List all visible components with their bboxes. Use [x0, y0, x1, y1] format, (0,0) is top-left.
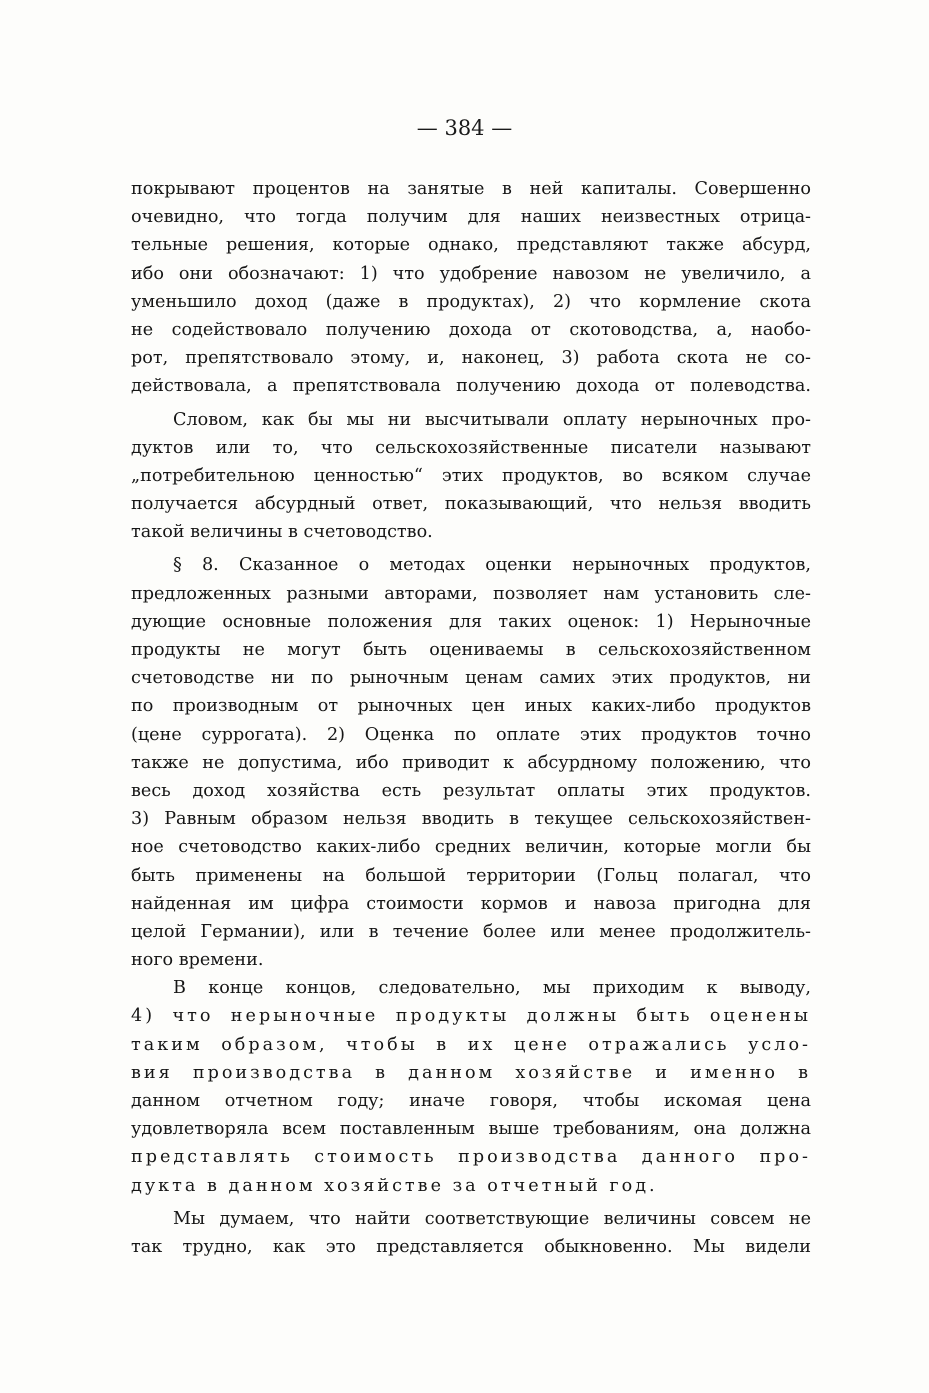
- text-line-emphasis: вия производства в данном хозяйстве и именно в: [131, 1062, 811, 1083]
- text-line-emphasis: 4) что нерыночные продукты должны быть оценены: [131, 1006, 811, 1027]
- text-line: § 8. Сказанное о методах оценки нерыночных продуктов,: [173, 555, 811, 576]
- text-line: (цене суррогата). 2) Оценка по оплате этих продуктов точно: [131, 724, 811, 745]
- text-line: рот, препятствовало этому, и, наконец, 3) работа скота не со-: [131, 348, 811, 369]
- text-line: весь доход хозяйства есть результат оплаты этих продуктов.: [131, 780, 811, 801]
- text-line: так трудно, как это представляется обыкновенно. Мы видели: [131, 1236, 811, 1257]
- text-line: „потребительною ценностью“ этих продуктов, во всяком случае: [131, 465, 811, 486]
- text-line: ное счетоводство каких-либо средних величин, которые могли бы: [131, 837, 811, 858]
- text-line: по производным от рыночных цен иных каких-либо продуктов: [131, 696, 811, 717]
- paragraph-3: [131, 551, 811, 974]
- text-line: предложенных разными авторами, позволяет нам установить сле-: [131, 583, 811, 604]
- text-line: Словом, как бы мы ни высчитывали оплату нерыночных про-: [173, 409, 811, 430]
- text-line: В конце концов, следовательно, мы приходим к выводу,: [173, 978, 811, 999]
- text-line-emphasis: представлять стоимость производства данного про-: [131, 1147, 811, 1168]
- text-line: очевидно, что тогда получим для наших неизвестных отрица-: [131, 207, 811, 228]
- text-line: тельные решения, которые однако, представляют также абсурд,: [131, 235, 811, 256]
- text-line-emphasis: таким образом, чтобы в их цене отражались усло-: [131, 1034, 811, 1055]
- page-number: — 384 —: [416, 116, 513, 140]
- text-line: найденная им цифра стоимости кормов и навоза пригодна для: [131, 893, 811, 914]
- text-line: Мы думаем, что найти соответствующие величины совсем не: [173, 1208, 811, 1229]
- text-line: такой величины в счетоводство.: [131, 522, 433, 543]
- text-line: продукты не могут быть оцениваемы в сельскохозяйственном: [131, 640, 811, 660]
- text-line: уменьшило доход (даже в продуктах), 2) что кормление скота: [131, 291, 811, 312]
- text-line: данном отчетном году; иначе говоря, чтобы искомая цена: [131, 1091, 811, 1111]
- body-text: [131, 175, 811, 1261]
- text-line: быть применены на большой территории (Гольц полагал, что: [131, 865, 811, 886]
- text-line: также не допустима, ибо приводит к абсурдному положению, что: [131, 752, 811, 773]
- paragraph-1: [131, 175, 811, 401]
- text-line: дуктов или то, что сельскохозяйственные писатели называют: [131, 437, 811, 458]
- text-line: счетоводстве ни по рыночным ценам самих этих продуктов, ни: [131, 668, 811, 689]
- text-line: действовала, а препятствовала получению дохода от полеводства.: [131, 376, 811, 397]
- text-line: ного времени.: [131, 950, 264, 971]
- text-line: целой Германии), или в течение более или менее продолжитель-: [131, 921, 811, 942]
- text-line: ибо они обозначают: 1) что удобрение навозом не увеличило, а: [131, 263, 811, 284]
- text-line: дующие основные положения для таких оценок: 1) Нерыночные: [131, 611, 811, 632]
- text-line: не содействовало получению дохода от скотоводства, а, наобо-: [131, 319, 811, 340]
- text-line-emphasis: дукта в данном хозяйстве за отчетный год.: [131, 1175, 658, 1196]
- text-line: получается абсурдный ответ, показывающий, что нельзя вводить: [131, 494, 811, 515]
- text-line: удовлетворяла всем поставленным выше требованиям, она должна: [131, 1119, 811, 1140]
- paragraph-5: [131, 1205, 811, 1261]
- paragraph-2: [131, 406, 811, 547]
- text-line: 3) Равным образом нельзя вводить в текущее сельскохозяйствен-: [131, 809, 811, 830]
- text-line: покрывают процентов на занятые в ней капиталы. Совершенно: [131, 179, 811, 199]
- paragraph-4: [131, 974, 811, 1200]
